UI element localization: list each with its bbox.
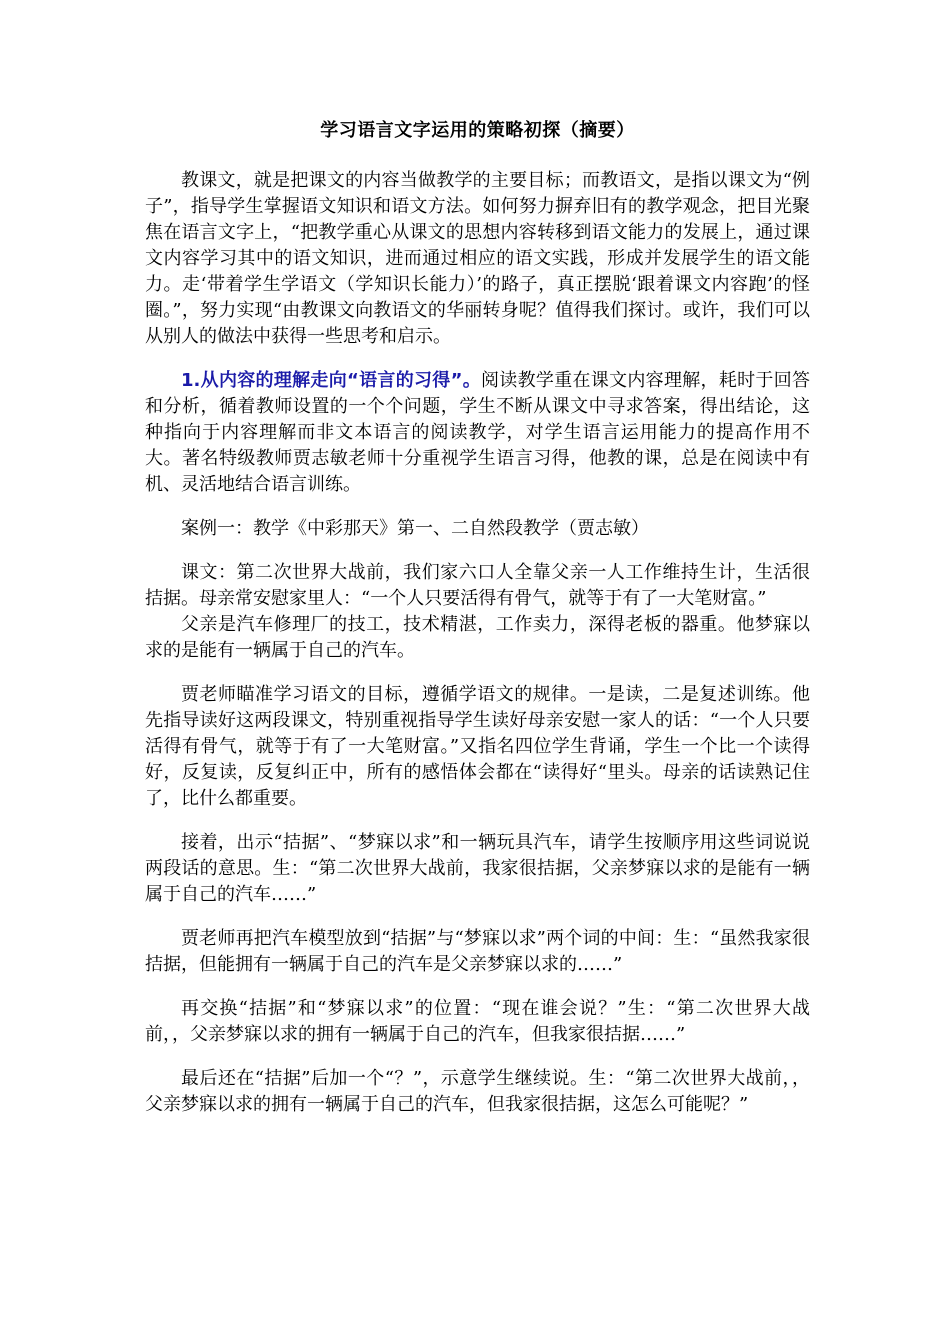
text-paragraph-1: 课文：第二次世界大战前，我们家六口人全靠父亲一人工作维持生计，生活很拮据。母亲常安慰家里人：“一个人只要活得有骨气，就等于有了一大笔财富。” xyxy=(145,562,810,609)
section-1-body: 阅读教学重在课文内容理解，耗时于回答和分析，循着教师设置的一个个问题，学生不断从课文中寻求答案，得出结论，这种指向于内容理解而非文本语言的阅读教学，对学生语言运用能力的提高作用不大。著名特级教师贾志敏老师十分重视学生语言习得，他教的课，总是在阅读中有机、灵活地结合语言训练。 xyxy=(145,370,810,495)
final-paragraph: 最后还在“拮据”后加一个“？”，示意学生继续说。生：“第二次世界大战前，，父亲梦寐以求的拥有一辆属于自己的汽车，但我家很拮据，这怎么可能呢？” xyxy=(145,1068,810,1115)
case-title: 案例一：教学《中彩那天》第一、二自然段教学（贾志敏） xyxy=(181,518,649,539)
next-step-paragraph: 接着，出示“拮据”、“梦寐以求”和一辆玩具汽车，请学生按顺序用这些词说说两段话的意思。生：“第二次世界大战前，我家很拮据，父亲梦寐以求的是能有一辆属于自己的汽车……” xyxy=(145,832,810,905)
text-paragraph-2: 父亲是汽车修理厂的技工，技术精湛，工作卖力，深得老板的器重。他梦寐以求的是能有一辆属于自己的汽车。 xyxy=(145,614,810,661)
document-title: 学习语言文字运用的策略初探（摘要） xyxy=(320,120,635,141)
intro-paragraph: 教课文，就是把课文的内容当做教学的主要目标；而教语文，是指以课文为“例子”，指导学生掌握语文知识和语文方法。如何努力摒弃旧有的教学观念，把目光聚焦在语言文字上，“把教学重心从课文的思想内容转移到语文能力的发展上，通过课文内容学习其中的语文知识，进而通过相应的语文实践，形成并发展学生的语文能力。走‘带着学生学语文（学知识长能力）’的路子，真正摆脱‘跟着课文内容跑’的怪圈。”，努力实现“由教课文向教语文的华丽转身呢？值得我们探讨。或许，我们可以从别人的做法中获得一些思考和启示。 xyxy=(145,170,810,347)
section-1-paragraph xyxy=(145,368,810,498)
teacher-paragraph: 贾老师瞄准学习语文的目标，遵循学语文的规律。一是读，二是复述训练。他先指导读好这两段课文，特别重视指导学生读好母亲安慰一家人的话：“一个人只要活得有骨气，就等于有了一大笔财富。”又指名四位学生背诵，学生一个比一个读得好，反复读，反复纠正中，所有的感悟体会都在“读得好“里头。母亲的话读熟记住了，比什么都重要。 xyxy=(145,684,810,809)
swap-paragraph: 再交换“拮据”和“梦寐以求”的位置：“现在谁会说？”生：“第二次世界大战前，，父亲梦寐以求的拥有一辆属于自己的汽车，但我家很拮据……” xyxy=(145,998,810,1045)
document-page xyxy=(145,118,810,1136)
model-car-paragraph: 贾老师再把汽车模型放到“拮据”与“梦寐以求”两个词的中间：生：“虽然我家很拮据，但能拥有一辆属于自己的汽车是父亲梦寐以求的……” xyxy=(145,928,810,975)
section-1-heading: 1.从内容的理解走向“语言的习得”。 xyxy=(181,370,482,391)
